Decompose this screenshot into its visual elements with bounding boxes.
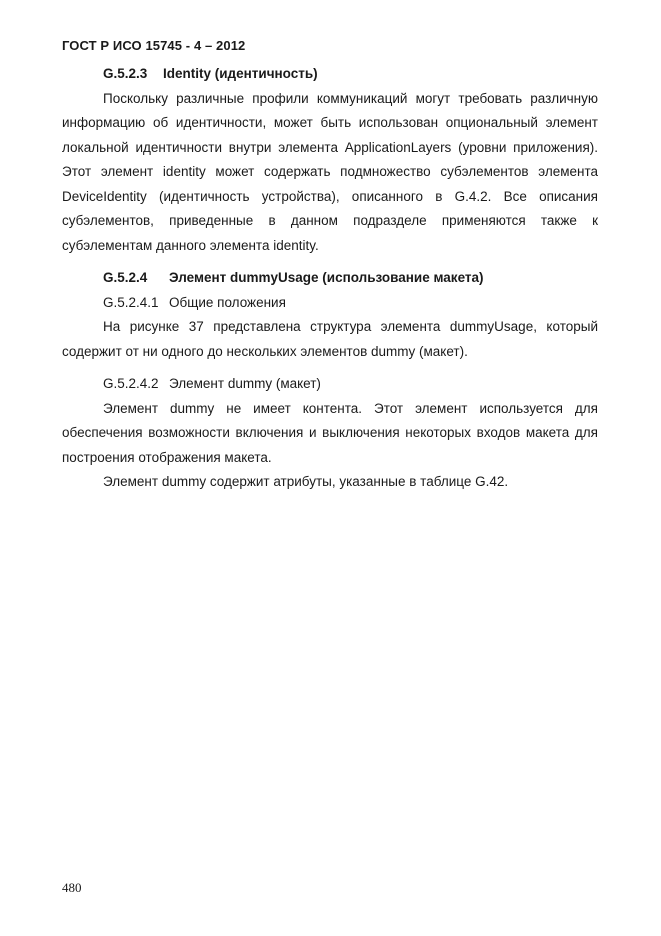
- subsection-paragraph: Элемент dummy содержит атрибуты, указанные в таблице G.42.: [103, 474, 509, 489]
- subsection-heading-g5241: [62, 291, 598, 316]
- section-title: Identity (идентичность): [163, 66, 318, 81]
- subsection-paragraph: Элемент dummy не имеет контента. Этот элемент используется для обеспечения возможности включения и выключения некоторых входов макета для построения отображения макета.: [62, 400, 598, 465]
- subsection-paragraph: На рисунке 37 представлена структура элемента dummyUsage, который содержит от ни одного до нескольких элементов dummy (макет).: [62, 319, 598, 359]
- page-number: 480: [62, 880, 82, 895]
- section-heading-g524: [62, 266, 598, 291]
- subsection-number: G.5.2.4.1: [103, 294, 159, 310]
- subsection-number: G.5.2.4.2: [103, 376, 159, 391]
- document-header: ГОСТ Р ИСО 15745 - 4 – 2012: [62, 38, 246, 53]
- subsection-title: Элемент dummy (макет): [169, 376, 321, 391]
- subsection-heading-g5242: [62, 372, 598, 397]
- section-number: G.5.2.4: [103, 270, 148, 285]
- subsection-title: Общие положения: [169, 294, 286, 310]
- section-number: G.5.2.3: [103, 66, 148, 81]
- section-title: Элемент dummyUsage (использование макета): [169, 270, 484, 285]
- document-body: [62, 62, 598, 495]
- section-heading-g523: [62, 62, 598, 87]
- section-paragraph: Поскольку различные профили коммуникаций могут требовать различную информацию об идентичности, может быть использован опциональный элемент локальной идентичности внутри элемента ApplicationLayers (уровни приложения). Этот элемент identity может содержать подмножество субэлементов элемента DeviceIdentity (идентичность устройства), описанного в G.4.2. Все описания субэлементов, приведенные в данном подразделе применяются также к субэлементам данного элемента identity.: [62, 90, 598, 253]
